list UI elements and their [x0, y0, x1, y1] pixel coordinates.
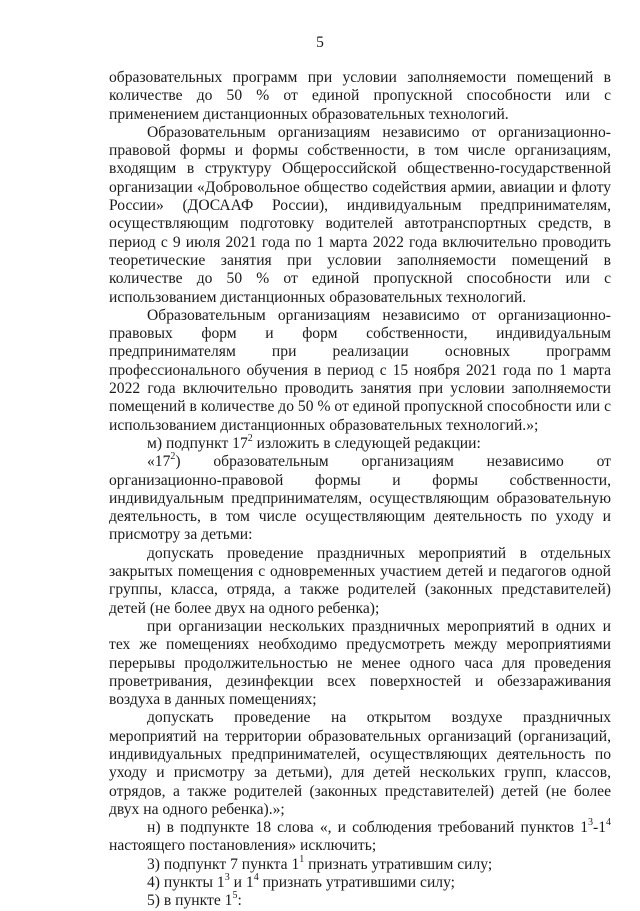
page-number: 5 — [316, 34, 324, 51]
text-run: признать утратившим силу; — [304, 855, 493, 873]
superscript: 2 — [247, 432, 253, 444]
document-body — [109, 69, 611, 911]
paragraph-p7 — [109, 618, 611, 709]
text-run: -1 — [593, 819, 606, 837]
superscript: 4 — [606, 816, 611, 828]
paragraph-p9 — [109, 816, 611, 856]
paragraph-p1 — [109, 69, 611, 124]
paragraph-p10 — [109, 853, 611, 874]
text-run: допускать проведение на открытом воздухе праздничных мероприятий на территории образовательных организаций (организаций, индивидуальных предпринимателей, осуществляющих деятельность по уходу и присмотру за детьми), для детей нескольких групп, классов, отрядов, а также родителей (законных представителей) детей (не более двух на одного ребенка).»; — [109, 709, 611, 818]
paragraph-p12 — [109, 892, 611, 910]
text-run: ) образовательным организациям независимо от организационно-правовой формы и формы собственности, индивидуальным предпринимателям, осуществляющим образовательную деятельность, в том числе осуществляющим деятельность по уходу и присмотру за детьми: — [109, 453, 611, 544]
text-run: м) подпункт 17 — [147, 434, 248, 452]
text-run: и 1 — [229, 874, 254, 892]
paragraph-p3 — [109, 307, 611, 435]
text-run: «17 — [147, 453, 171, 471]
text-run: при организации нескольких праздничных мероприятий в одних и тех же помещениях необходимо предусмотреть между мероприятиями перерывы продолжительностью не менее одного часа для проведения проветривания, дезинфекции всех поверхностей и обеззараживания воздуха в данных помещениях; — [109, 617, 611, 709]
paragraph-p4 — [109, 432, 611, 453]
superscript: 4 — [253, 871, 259, 883]
text-run: 4) пункты 1 — [147, 874, 225, 892]
superscript: 5 — [232, 890, 238, 902]
paragraph-p2 — [109, 124, 611, 307]
paragraph-p8 — [109, 709, 611, 819]
text-run: : — [237, 892, 242, 910]
superscript: 3 — [588, 816, 593, 828]
text-run: признать утратившими силу; — [258, 874, 455, 892]
superscript: 2 — [170, 451, 176, 463]
paragraph-p11 — [109, 871, 611, 892]
text-run: настоящего постановления» исключить; — [109, 837, 377, 855]
text-run: н) в подпункте 18 слова «, и соблюдения требований пунктов 1 — [147, 819, 588, 837]
text-run: изложить в следующей редакции: — [252, 434, 481, 452]
text-run: 5) в пункте 1 — [147, 892, 233, 910]
text-run: образовательных программ при условии заполняемости помещений в количестве до 50 % от единой пропускной способности или с применением дистанционных образовательных технологий. — [109, 69, 611, 123]
text-run: 3) подпункт 7 пункта 1 — [147, 855, 300, 873]
paragraph-p5 — [109, 453, 611, 544]
text-run: Образовательным организациям независимо от организационно-правовой формы и формы собственности, в том числе организациям, входящим в структуру Общероссийской общественно-государственной организации «Добровольное общество содействия армии, авиации и флоту России» (ДОСААФ России), индивидуальным предпринимателям, осуществляющим подготовку водителей автотранспортных средств, в период с 9 июля 2021 года по 1 марта 2022 года включительно проводить теоретические занятия при условии заполняемости помещений в количестве до 50 % от единой пропускной способности или с использованием дистанционных образовательных технологий. — [109, 123, 611, 306]
paragraph-p6 — [109, 545, 611, 618]
text-run: допускать проведение праздничных мероприятий в отдельных закрытых помещения с одновременных участием детей и педагогов одной группы, класса, отряда, а также родителей (законных представителей) детей (не более двух на одного ребенка); — [109, 544, 611, 617]
superscript: 1 — [299, 853, 305, 865]
text-run: Образовательным организациям независимо от организационно-правовых форм и форм собственности, индивидуальным предпринимателям при реализации основных программ профессионального обучения в период с 15 ноября 2021 года по 1 марта 2022 года включительно проводить занятия при условии заполняемости помещений в количестве до 50 % от единой пропускной способности или с использованием дистанционных образовательных технологий.»; — [109, 306, 611, 434]
superscript: 3 — [224, 871, 230, 883]
